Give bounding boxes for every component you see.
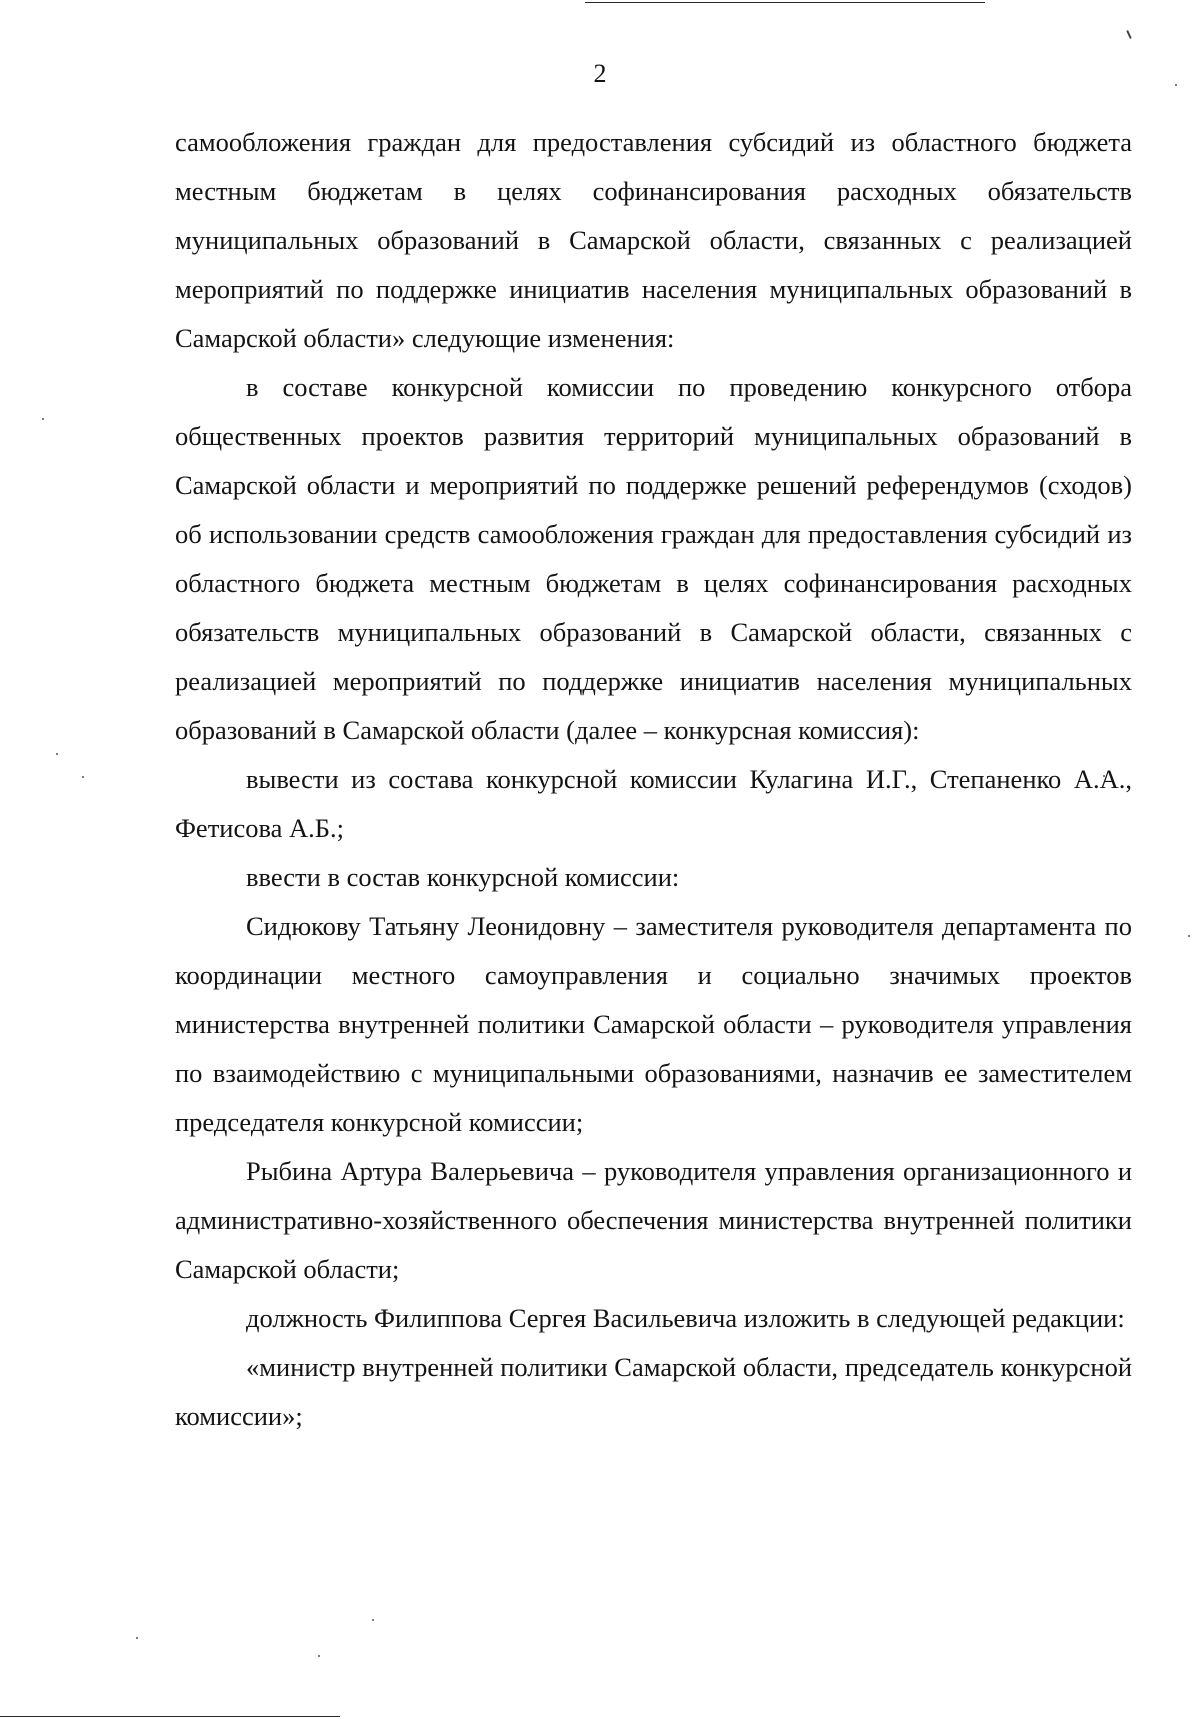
scan-speck <box>372 1619 374 1621</box>
paragraph-new-position-text: «министр внутренней политики Самарской области, председатель конкурсной комиссии»; <box>175 1352 1132 1431</box>
scan-speck <box>56 753 58 755</box>
document-body <box>175 118 1132 1441</box>
paragraph-remove-members: вывести из состава конкурсной комиссии Кулагина И.Г., Степаненко А.А., Фетисова А.Б.; <box>175 764 1132 843</box>
paragraph-commission-composition: в составе конкурсной комиссии по проведению конкурсного отбора общественных проектов развития территорий муниципальных образований в Самарской области и мероприятий по поддержке решений референдумов (сходов) об использовании средств самообложения граждан для предоставления субсидий из областного бюджета местным бюджетам в целях софинансирования расходных обязательств муниципальных образований в Самарской области, связанных с реализацией мероприятий по поддержке инициатив населения муниципальных образований в Самарской области (далее – конкурсная комиссия): <box>175 372 1132 745</box>
scan-top-rule <box>585 2 985 3</box>
page-number: 2 <box>593 59 607 88</box>
paragraph-position-filippov: должность Филиппова Сергея Васильевича изложить в следующей редакции: <box>246 1303 1125 1333</box>
paragraph-amendment-intro: самообложения граждан для предоставления субсидий из областного бюджета местным бюджетам в целях софинансирования расходных обязательств муниципальных образований в Самарской области, связанных с реализацией мероприятий по поддержке инициатив населения муниципальных образований в Самарской области» следующие изменения: <box>175 127 1132 353</box>
scan-speck <box>82 776 84 778</box>
scan-speck <box>1126 30 1132 39</box>
scan-speck <box>1188 935 1190 937</box>
paragraph-add-members: ввести в состав конкурсной комиссии: <box>246 862 680 892</box>
scan-speck <box>318 1655 320 1657</box>
paragraph-member-sidyukova: Сидюкову Татьяну Леонидовну – заместителя руководителя департамента по координации местного самоуправления и социально значимых проектов министерства внутренней политики Самарской области – руководителя управления по взаимодействию с муниципальными образованиями, назначив ее заместителем председателя конкурсной комиссии; <box>175 911 1132 1137</box>
scan-speck <box>136 1637 138 1639</box>
scan-bottom-rule <box>0 1716 340 1717</box>
scan-speck <box>42 418 44 420</box>
paragraph-member-rybin: Рыбина Артура Валерьевича – руководителя управления организационного и административно-хозяйственного обеспечения министерства внутренней политики Самарской области; <box>175 1156 1132 1284</box>
